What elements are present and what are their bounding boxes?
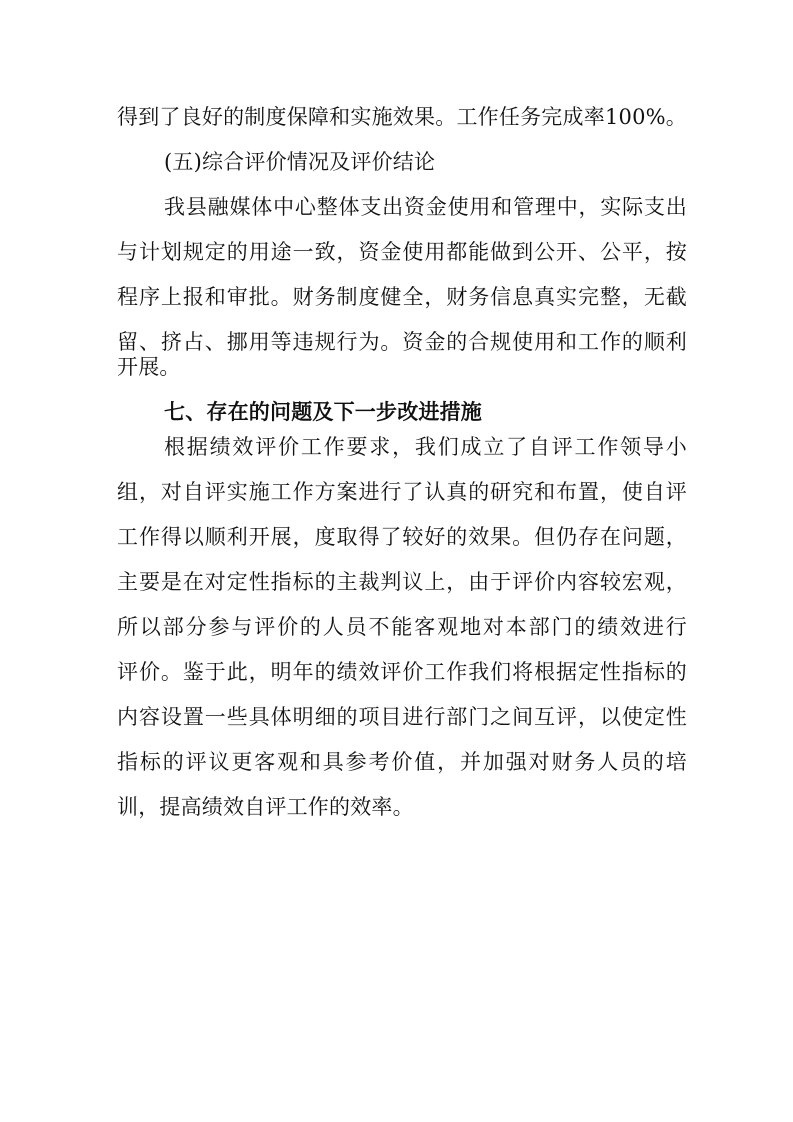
paragraph-line: 根据绩效评价工作要求，我们成立了自评工作领导小 <box>164 435 687 459</box>
paragraph-line: 主要是在对定性指标的主裁判议上，由于评价内容较宏观， <box>117 570 687 594</box>
paragraph-line: 评价。鉴于此，明年的绩效评价工作我们将根据定性指标的 <box>117 660 687 684</box>
paragraph-line: 所以部分参与评价的人员不能客观地对本部门的绩效进行 <box>117 615 687 639</box>
paragraph-line: 与计划规定的用途一致，资金使用都能做到公开、公平，按 <box>117 240 687 264</box>
paragraph-line: 开展。 <box>117 355 181 379</box>
paragraph-line: 程序上报和审批。财务制度健全，财务信息真实完整，无截 <box>117 285 687 309</box>
paragraph-line: 留、挤占、挪用等违规行为。资金的合规使用和工作的顺利 <box>117 330 687 354</box>
paragraph-line: 我县融媒体中心整体支出资金使用和管理中，实际支出 <box>164 195 687 219</box>
paragraph-line: 指标的评议更客观和具参考价值，并加强对财务人员的培 <box>117 750 687 774</box>
paragraph-line: 内容设置一些具体明细的项目进行部门之间互评，以使定性 <box>117 705 687 729</box>
section-subheading: (五)综合评价情况及评价结论 <box>164 150 436 174</box>
section-heading: 七、存在的问题及下一步改进措施 <box>164 400 482 424</box>
paragraph-line: 训，提高绩效自评工作的效率。 <box>117 795 414 819</box>
paragraph-line: 组，对自评实施工作方案进行了认真的研究和布置，使自评 <box>117 480 687 504</box>
paragraph-line: 工作得以顺利开展，度取得了较好的效果。但仍存在问题， <box>117 525 687 549</box>
paragraph-line: 得到了良好的制度保障和实施效果。工作任务完成率100%。 <box>117 105 687 129</box>
